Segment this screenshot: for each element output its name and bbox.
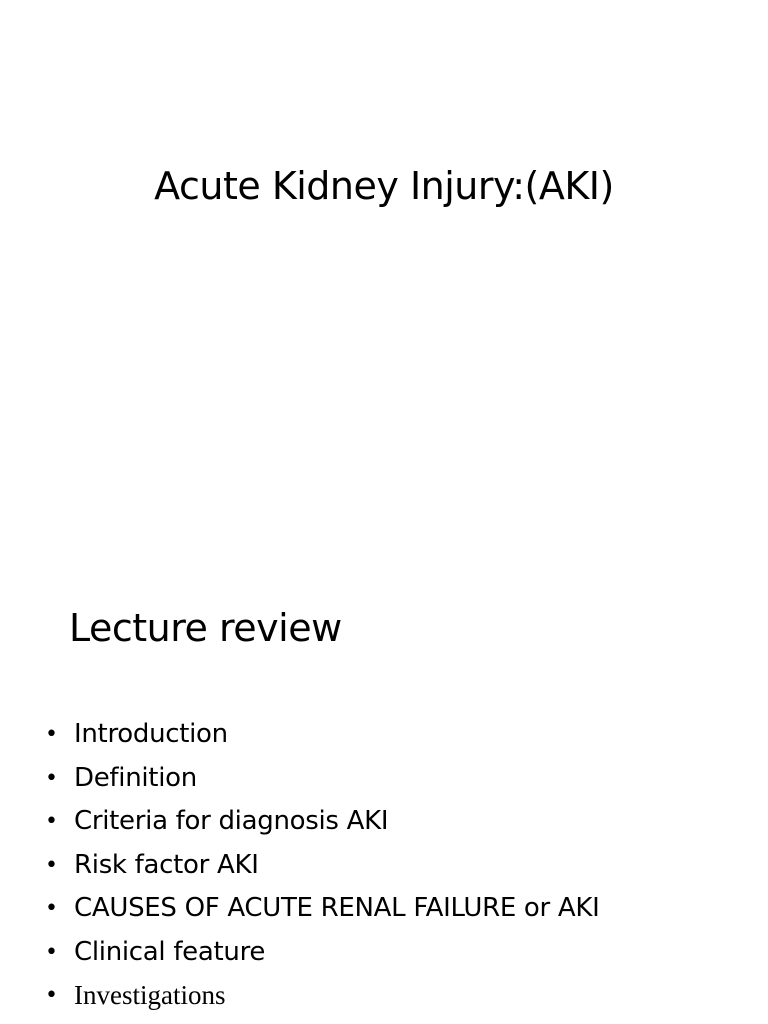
list-item-text: Clinical feature: [74, 936, 266, 967]
bullet-icon: •: [45, 809, 58, 834]
bullet-icon: •: [45, 852, 58, 878]
list-item-text: CAUSES OF ACUTE RENAL FAILURE or AKI: [74, 893, 600, 923]
list-item-text: Criteria for diagnosis AKI: [74, 806, 389, 836]
bullet-icon: •: [45, 983, 58, 1008]
list-item-text: Risk factor AKI: [74, 849, 259, 880]
bullet-icon: •: [45, 722, 58, 747]
slide-title: Acute Kidney Injury:(AKI): [154, 164, 614, 208]
list-item-text: Investigations: [74, 980, 226, 1010]
list-item-text: Introduction: [74, 719, 228, 749]
section-heading: Lecture review: [69, 606, 342, 650]
bullet-icon: •: [45, 896, 58, 921]
list-item-text: Definition: [74, 762, 197, 793]
bullet-icon: •: [45, 765, 58, 791]
bullet-icon: •: [45, 939, 58, 965]
